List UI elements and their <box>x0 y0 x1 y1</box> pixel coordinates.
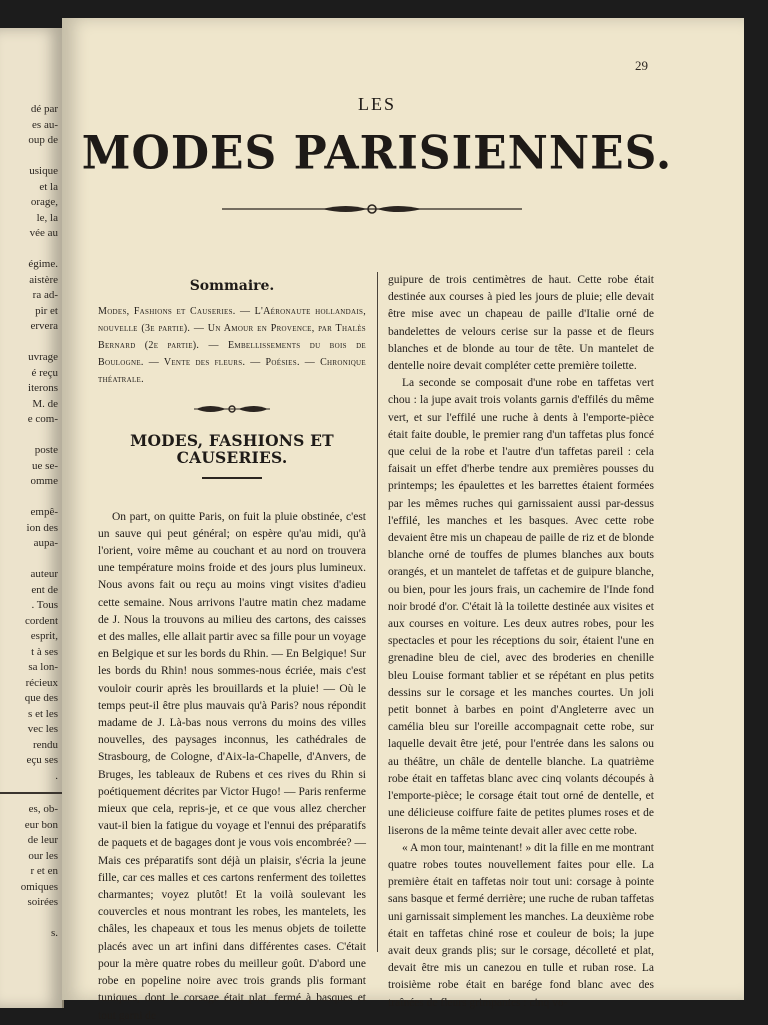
left-page-line: eçu ses <box>26 754 58 766</box>
left-page-line: aistère <box>29 273 58 286</box>
left-page-line: orage, <box>30 196 58 208</box>
left-page-line: eur bon <box>24 818 58 831</box>
left-page-line: ent de <box>31 583 58 596</box>
left-page-line <box>0 335 60 351</box>
left-page-line: . <box>55 769 58 782</box>
left-page-line <box>0 552 60 568</box>
left-page-line: é reçu <box>31 366 58 379</box>
sommaire-body: Modes, Fashions et Causeries. — L'Aéronaute hollandais, nouvelle (3e partie). — Un Amour en Provence, par Thalès Bernard (2e partie). — Embellissements du bois de Boulogne. — Vente des fleurs. — Poésies. — Chronique théatrale. <box>98 306 366 386</box>
column-divider <box>377 272 378 952</box>
left-page-rule <box>0 792 62 794</box>
left-page-line: uvrage <box>28 351 58 363</box>
left-page-line: e com- <box>27 413 58 425</box>
article-paragraph: guipure de trois centimètres de haut. Cette robe était destinée aux courses à pied les jours de pluie; elle devait être mise avec un chapeau de paille d'Italie orné de bandelettes de velours cerise sur la passe et de fleurs blanches et de blonde au tour de tête. Un mantelet de dentelle noire devait compléter cette première toilette. <box>388 274 654 373</box>
left-page-line: r et en <box>30 865 58 877</box>
left-page-line: M. de <box>32 397 58 410</box>
left-page-line: que des <box>24 692 58 704</box>
journal-page <box>62 18 744 1022</box>
left-column <box>98 278 366 1025</box>
article-title: MODES, FASHIONS ET CAUSERIES. <box>130 431 334 468</box>
left-page-line <box>0 242 60 258</box>
left-page-line: vec les <box>27 723 58 735</box>
left-page-line: ervera <box>30 320 58 332</box>
left-page-line <box>0 911 60 927</box>
left-page-line: poste <box>34 444 58 456</box>
left-page-line: omme <box>30 475 58 487</box>
left-page-line: esprit, <box>30 630 58 642</box>
title-rule <box>202 477 262 479</box>
left-page-line: usique <box>29 165 58 177</box>
left-page-line: oup de <box>28 134 58 146</box>
left-page-line: le, la <box>36 211 58 224</box>
left-page-text <box>0 102 60 942</box>
left-page-line: de leur <box>27 834 58 846</box>
left-page-line: our les <box>28 849 58 862</box>
left-page-edge <box>0 28 64 1008</box>
left-page-line: pir et <box>35 304 58 317</box>
left-page-line: iterons <box>28 382 58 394</box>
left-page-line: s et les <box>28 707 58 720</box>
left-page-line: rendu <box>32 738 58 751</box>
left-page-line: es, ob- <box>28 803 58 815</box>
left-page-line <box>0 149 60 165</box>
left-page-line: auteur <box>30 568 58 580</box>
left-page-line: t à ses <box>31 645 58 658</box>
article-paragraph: On part, on quitte Paris, on fuit la pluie obstinée, c'est un sauve qui peut général; on espère qu'au midi, qu'à l'orient, voire même au couchant et au nord on trouvera une température moins froide et des jours plus lumineux. Nous avons fait ou reçu au moins vingt visites d'adieu cette semaine. Nous arrivons l'autre matin chez madame de J. Nous la trouvons au milieu des cartons, des caisses et des malles, elle allait partir avec sa fille pour un voyage en Belgique et sur les bords du Rhin. — En Belgique! Sur les bords du Rhin! nous sommes-nous écriée, mais c'est vouloir courir après les brouillards et la pluie! — Où le temps peut-il être plus mauvais qu'à Paris? nous répondit madame de J. Là-bas nous verrons du moins des villes nouvelles, des paysages inconnus, les cathédrales de Strasbourg, de Cologne, d'Aix-la-Chapelle, d'Anvers, de Bruges, les tableaux de Rubens et ces rives du Rhin si poétiquement décrites par Victor Hugo! — Paris renferme mieux que cela, repris-je, et ce que vous allez chercher vaut-il bien la fatigue du voyage et l'ennui des préparatifs de paquets et de bagages dont je vous vois encombrée? — Mais ces préparatifs sont déjà un plaisir, s'écria la jeune fille, car ces malles et ces cartons renferment des toilettes charmantes; voyez plutôt! Et la voilà soulevant les couvercles et nous montrant les robes, les mantelets, les châles, les chapeaux et tous les menus objets de toilette placés avec un art infini dans différentes cases. C'était pour la mère quatre robes du meilleur goût. D'abord une robe en popeline noire avec trois grands plis formant tuniques, dont le corsage était plat, fermé à basques et tout garni de <box>98 510 366 1022</box>
page-number: 29 <box>635 58 648 73</box>
left-page-line: empê- <box>30 506 58 518</box>
masthead-les: LES <box>357 94 396 114</box>
left-page-line: . Tous <box>31 599 58 611</box>
left-page-line <box>0 428 60 444</box>
left-page-line: récieux <box>25 676 58 689</box>
left-page-line: ra ad- <box>32 289 58 301</box>
left-page-line: vée au <box>29 227 58 239</box>
masthead-ornament-icon <box>222 200 522 218</box>
right-column <box>388 272 654 1012</box>
left-page-line: es au- <box>32 118 58 131</box>
sommaire-title: Sommaire. <box>189 278 275 294</box>
left-page-line: et la <box>39 180 58 193</box>
left-page-line: s. <box>50 927 58 939</box>
section-ornament-icon <box>192 402 272 416</box>
left-page-line: égime. <box>28 258 58 270</box>
article-paragraph: « A mon tour, maintenant! » dit la fille en me montrant quatre robes toutes nouvellement faites pour elle. La première était en taffetas noir tout uni: corsage à pointe sans basque et fermé derrière; une ruche de ruban taffetas uni garnissait simplement les manches. La deuxième robe était en taffetas chiné rose et couleur de bois; la jupe avait deux grands plis; sur le corsage, décolleté et plat, devait être mis un canezou en tulle et ruban rose. La troisième robe était en barége fond blanc avec des traînées de fleurs grimpantes : cinq vo- <box>388 841 654 1009</box>
left-page-line: omiques <box>20 880 58 893</box>
left-page-line: dé par <box>30 103 58 115</box>
left-page-line: cordent <box>25 614 58 627</box>
article-paragraph: La seconde se composait d'une robe en taffetas vert chou : la jupe avait trois volants garnis d'effilés du même vert, et sur l'effilé une ruche à dents à l'emporte-pièce était faite double, le premier rang d'un taffetas plus foncé que celui de la robe et l'autre d'un taffetas pareil : cela faisait un effet d'herbe tendre aux premières pousses du printemps; les épaulettes et les barrettes étaient formées par les mêmes ruches qui garnissaient aussi par-dessus l'effilé, les manches et les basques. Avec cette robe devaient être mis un chapeau de paille de riz et de blonde blanche orné de touffes de plumes blanches aux bouts orangés, et un mantelet de taffetas et de guipure blanche, ou bien, pour les jours frais, un cachemire de l'Inde fond noir brodé d'or. C'était là la toilette destinée aux visites et aux courses en voiture. Les deux autres robes, pour les spectacles et pour les réceptions du soir, étaient l'une en grenadine bleu de ciel, avec des broderies en chenille bleu Louise formant tablier et se répétant en plus petits dessins sur le corsage et les manches courtes. Un joli petit bonnet à barbes en point d'Angleterre avec un camélia bleu sur l'oreille accompagnait cette robe, sur laquelle devait être jeté, pour l'entrée dans les salons ou au théâtre, un châle de dentelle blanche. La quatrième robe était en taffetas blanc avec cinq volants découpés à l'emporte-pièce; le corsage était tout orné de dentelle, et une délicieuse coiffure faite de petites plumes roses et de liserons de la même teinte devait aller avec cette robe. <box>388 377 654 837</box>
left-page-line: ue se- <box>32 459 58 472</box>
left-page-line: soirées <box>27 896 58 908</box>
masthead-title: MODES PARISIENNES. <box>81 126 673 181</box>
left-page-line: sa lon- <box>28 661 58 673</box>
left-page-line: ion des <box>26 521 58 534</box>
left-page-line: aupa- <box>33 537 58 549</box>
left-page-line <box>0 490 60 506</box>
